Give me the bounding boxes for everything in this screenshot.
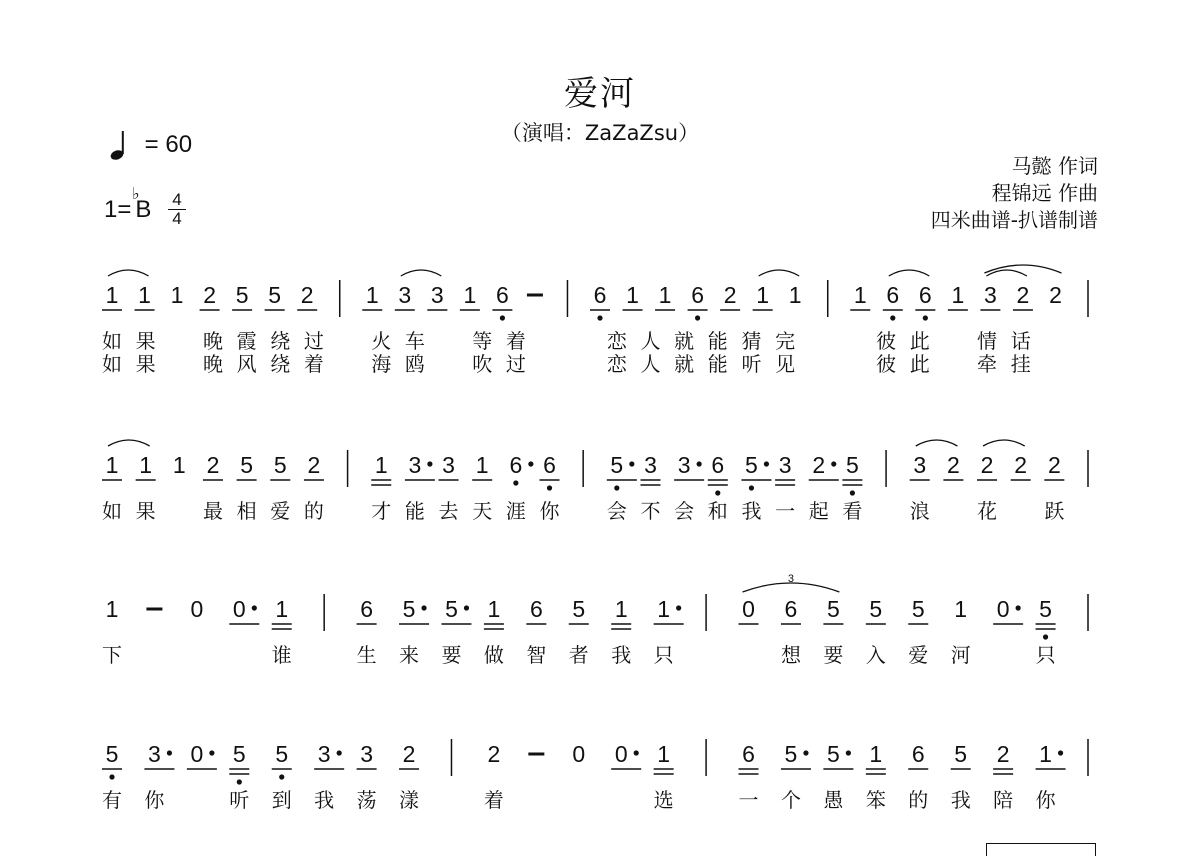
note-3: 3 xyxy=(984,282,997,308)
key-prefix: 1= xyxy=(104,196,132,223)
augmentation-dot xyxy=(209,750,214,755)
lyric-char: 牵 xyxy=(977,352,998,376)
note-0: 0 xyxy=(232,596,246,622)
note-2: 2 xyxy=(980,452,994,478)
octave-dot-low xyxy=(500,315,505,320)
lyric-char: 此 xyxy=(909,329,930,353)
augmentation-dot xyxy=(421,605,426,610)
time-numerator: 4 xyxy=(172,190,182,209)
note-3: 3 xyxy=(913,452,927,478)
tie-arc xyxy=(983,440,1025,446)
note-6: 6 xyxy=(496,282,509,308)
note-3: 3 xyxy=(442,452,455,478)
note-1: 1 xyxy=(788,282,802,308)
lyric-char: 陪 xyxy=(993,788,1014,812)
lyric-char: 你 xyxy=(539,499,560,523)
lyric-char: 和 xyxy=(707,499,728,523)
note-1: 1 xyxy=(487,596,501,622)
lyric-char: 河 xyxy=(950,643,971,667)
note-3: 3 xyxy=(430,282,444,308)
note-0: 0 xyxy=(742,596,755,622)
augmentation-dot xyxy=(697,461,702,466)
note-2: 2 xyxy=(487,741,501,767)
note-3: 3 xyxy=(408,452,422,478)
octave-dot-low xyxy=(109,774,114,779)
lyric-char: 爱 xyxy=(908,643,929,667)
tie-arc xyxy=(108,270,149,276)
note-6: 6 xyxy=(593,282,607,308)
lyric-char: 就 xyxy=(674,329,695,353)
tie-arc xyxy=(401,270,442,276)
lyric-char: 做 xyxy=(483,643,504,667)
lyric-char: 晚 xyxy=(202,329,223,353)
note-1: 1 xyxy=(657,741,671,767)
lyric-char: 人 xyxy=(640,352,661,376)
lyric-char: 着 xyxy=(303,352,324,376)
note-1: 1 xyxy=(138,282,151,308)
augmentation-dot xyxy=(252,605,257,610)
note-5: 5 xyxy=(826,596,840,622)
note-5: 5 xyxy=(445,596,458,622)
lyric-char: 如 xyxy=(102,352,122,376)
lyric-char: 要 xyxy=(441,643,462,667)
tempo-text: = 60 xyxy=(144,131,193,159)
lyric-char: 我 xyxy=(314,788,335,812)
tie-arc xyxy=(916,440,958,446)
lyric-char: 晚 xyxy=(202,352,223,376)
note-6: 6 xyxy=(509,452,523,478)
note-1: 1 xyxy=(1039,741,1052,767)
lyric-char: 有 xyxy=(102,788,122,812)
note-0: 0 xyxy=(572,741,586,767)
lyric-char: 吹 xyxy=(472,352,493,376)
lyric-char: 风 xyxy=(236,352,257,376)
note-5: 5 xyxy=(1039,596,1052,622)
lyric-char: 生 xyxy=(356,643,377,667)
note-1: 1 xyxy=(614,596,628,622)
octave-dot-low xyxy=(237,779,242,784)
note-1: 1 xyxy=(105,452,119,478)
lyric-char: 会 xyxy=(674,499,695,523)
song-subtitle: （演唱：ZaZaZsu） xyxy=(500,121,700,145)
lyric-char: 者 xyxy=(568,643,589,667)
lyric-char: 想 xyxy=(780,643,801,667)
lyric-char: 恋 xyxy=(606,352,627,376)
augmentation-dot xyxy=(337,750,342,755)
lyric-char: 绕 xyxy=(270,352,291,376)
augmentation-dot xyxy=(676,605,681,610)
lyric-char: 绕 xyxy=(270,329,291,353)
lyric-char: 恋 xyxy=(606,329,627,353)
lyric-char: 情 xyxy=(977,329,998,353)
lyric-char: 过 xyxy=(303,329,324,353)
lyric-char: 话 xyxy=(1010,329,1031,353)
octave-dot-low xyxy=(614,485,619,490)
lyric-char: 过 xyxy=(505,352,526,376)
lyric-char: 一 xyxy=(738,788,759,812)
lyric-char: 起 xyxy=(808,499,829,523)
note-5: 5 xyxy=(869,596,883,622)
augmentation-dot xyxy=(1058,750,1063,755)
lyric-char: 一 xyxy=(775,499,796,523)
lyric-char: 要 xyxy=(823,643,844,667)
lyric-char: 花 xyxy=(977,499,998,523)
augmentation-dot xyxy=(764,461,769,466)
note-2: 2 xyxy=(1047,452,1061,478)
augmentation-dot xyxy=(167,750,172,755)
augmentation-dot xyxy=(846,750,851,755)
note-0: 0 xyxy=(996,596,1010,622)
song-title: 爱河 xyxy=(564,74,636,114)
octave-dot-low xyxy=(547,485,552,490)
lyric-char: 完 xyxy=(775,329,796,353)
note-2: 2 xyxy=(402,741,416,767)
note-5: 5 xyxy=(275,741,289,767)
tie-arc xyxy=(108,440,150,446)
augmentation-dot xyxy=(427,461,432,466)
lyric-char: 跃 xyxy=(1044,499,1065,523)
note-5: 5 xyxy=(784,741,798,767)
note-5: 5 xyxy=(105,741,119,767)
note-1: 1 xyxy=(951,282,965,308)
lyric-char: 见 xyxy=(775,352,796,376)
lyric-char: 海 xyxy=(371,352,392,376)
octave-dot-low xyxy=(279,774,284,779)
lyric-char: 我 xyxy=(950,788,971,812)
lyric-char: 你 xyxy=(1035,788,1056,812)
lyric-char: 果 xyxy=(135,352,156,376)
note-3: 3 xyxy=(317,741,331,767)
lyric-char: 你 xyxy=(144,788,165,812)
octave-dot-low xyxy=(715,490,720,495)
note-5: 5 xyxy=(240,452,254,478)
lyric-char: 入 xyxy=(865,643,886,667)
note-3: 3 xyxy=(148,741,161,767)
note-2: 2 xyxy=(300,282,314,308)
lyric-char: 愚 xyxy=(823,788,844,812)
note-1: 1 xyxy=(869,741,883,767)
note-1: 1 xyxy=(657,596,671,622)
note-3: 3 xyxy=(677,452,691,478)
lyric-char: 能 xyxy=(707,329,728,353)
augmentation-dot xyxy=(634,750,639,755)
lyric-char: 能 xyxy=(707,352,728,376)
note-1: 1 xyxy=(170,282,184,308)
note-6: 6 xyxy=(918,282,932,308)
note-3: 3 xyxy=(644,452,657,478)
note-3: 3 xyxy=(778,452,792,478)
note-1: 1 xyxy=(463,282,477,308)
lyric-char: 挂 xyxy=(1010,352,1031,376)
lyric-char: 去 xyxy=(438,499,459,523)
augmentation-dot xyxy=(803,750,808,755)
note-6: 6 xyxy=(911,741,925,767)
lyric-char: 猜 xyxy=(741,329,762,353)
octave-dot-low xyxy=(1043,634,1048,639)
lyric-char: 才 xyxy=(371,499,392,523)
lyric-char: 浪 xyxy=(909,499,930,523)
lyric-char: 爱 xyxy=(270,499,291,523)
note-2: 2 xyxy=(723,282,737,308)
lyric-char: 听 xyxy=(229,788,250,812)
lyric-char: 来 xyxy=(399,643,420,667)
lyric-char: 最 xyxy=(202,499,223,523)
lyricist-credit: 马懿 作词 xyxy=(1011,154,1098,178)
note-5: 5 xyxy=(232,741,246,767)
note-1: 1 xyxy=(475,452,489,478)
composer-credit: 程锦远 作曲 xyxy=(991,181,1098,205)
note-2: 2 xyxy=(812,452,826,478)
lyric-char: 谁 xyxy=(271,643,292,667)
time-denominator: 4 xyxy=(172,209,182,228)
note-5: 5 xyxy=(911,596,925,622)
lyric-char: 彼 xyxy=(876,352,897,376)
note-1: 1 xyxy=(954,596,968,622)
lyric-char: 如 xyxy=(102,499,122,523)
note-1: 1 xyxy=(172,452,186,478)
lyric-char: 霞 xyxy=(236,329,257,353)
note-1: 1 xyxy=(275,596,289,622)
note-5: 5 xyxy=(273,452,287,478)
lyric-char: 下 xyxy=(102,643,122,667)
augmentation-dot xyxy=(831,461,836,466)
note-0: 0 xyxy=(614,741,628,767)
lyric-char: 选 xyxy=(653,788,674,812)
note-5: 5 xyxy=(572,596,586,622)
lyric-char: 到 xyxy=(271,788,292,812)
lyric-char: 的 xyxy=(303,499,324,523)
octave-dot-low xyxy=(695,315,700,320)
note-6: 6 xyxy=(691,282,704,308)
octave-dot-low xyxy=(890,315,895,320)
lyric-char: 果 xyxy=(135,499,156,523)
lyric-char: 智 xyxy=(526,643,547,667)
lyric-char: 听 xyxy=(741,352,762,376)
note-2: 2 xyxy=(946,452,960,478)
note-1: 1 xyxy=(139,452,153,478)
note-2: 2 xyxy=(1016,282,1030,308)
lyric-char: 着 xyxy=(483,788,504,812)
lyric-char: 火 xyxy=(371,329,392,353)
note-6: 6 xyxy=(360,596,374,622)
note-5: 5 xyxy=(954,741,968,767)
key-note: B xyxy=(135,196,152,223)
lyric-char: 只 xyxy=(1035,643,1056,667)
note-1: 1 xyxy=(365,282,379,308)
lyric-char: 涯 xyxy=(505,499,526,523)
octave-dot-low xyxy=(850,490,855,495)
note-1: 1 xyxy=(658,282,672,308)
tie-arc xyxy=(889,270,930,276)
note-1: 1 xyxy=(626,282,639,308)
note-5: 5 xyxy=(610,452,624,478)
lyric-char: 不 xyxy=(640,499,661,523)
note-1: 1 xyxy=(374,452,388,478)
lyric-char: 我 xyxy=(611,643,632,667)
lyric-char: 只 xyxy=(653,643,674,667)
lyric-char: 的 xyxy=(908,788,929,812)
note-5: 5 xyxy=(846,452,859,478)
note-5: 5 xyxy=(268,282,282,308)
note-6: 6 xyxy=(711,452,725,478)
lyric-char: 此 xyxy=(909,352,930,376)
note-2: 2 xyxy=(1049,282,1062,308)
lyric-char: 人 xyxy=(640,329,661,353)
note-1: 1 xyxy=(105,282,119,308)
note-5: 5 xyxy=(235,282,249,308)
note-6: 6 xyxy=(886,282,900,308)
note-5: 5 xyxy=(402,596,416,622)
octave-dot-low xyxy=(597,315,602,320)
augmentation-dot xyxy=(464,605,469,610)
octave-dot-low xyxy=(513,480,518,485)
note-6: 6 xyxy=(784,596,798,622)
note-6: 6 xyxy=(742,741,755,767)
lyric-char: 就 xyxy=(674,352,695,376)
lyric-char: 车 xyxy=(404,329,425,353)
note-2: 2 xyxy=(307,452,321,478)
note-2: 2 xyxy=(996,741,1010,767)
note-0: 0 xyxy=(190,741,204,767)
note-3: 3 xyxy=(398,282,412,308)
lyric-char: 等 xyxy=(472,329,493,353)
augmentation-dot xyxy=(528,461,533,466)
octave-dot-low xyxy=(749,485,754,490)
lyric-char: 果 xyxy=(135,329,156,353)
flat-sign: ♭ xyxy=(132,186,140,203)
note-2: 2 xyxy=(206,452,220,478)
note-0: 0 xyxy=(190,596,204,622)
lyric-char: 漾 xyxy=(399,788,420,812)
lyric-char: 个 xyxy=(780,788,801,812)
lyric-char: 相 xyxy=(236,499,257,523)
note-1: 1 xyxy=(105,596,119,622)
lyric-char: 如 xyxy=(102,329,122,353)
augmentation-dot xyxy=(1016,605,1021,610)
transcriber-credit: 四米曲谱-扒谱制谱 xyxy=(930,208,1098,232)
tie-arc xyxy=(759,270,800,276)
note-6: 6 xyxy=(543,452,556,478)
triplet-number: 3 xyxy=(787,573,795,585)
lyric-char: 鸥 xyxy=(404,352,425,376)
note-5: 5 xyxy=(826,741,840,767)
note-2: 2 xyxy=(203,282,216,308)
lyric-char: 荡 xyxy=(356,788,377,812)
lyric-char: 天 xyxy=(472,499,493,523)
lyric-char: 笨 xyxy=(865,788,886,812)
note-2: 2 xyxy=(1014,452,1028,478)
octave-dot-low xyxy=(923,315,928,320)
note-3: 3 xyxy=(360,741,374,767)
lyric-char: 彼 xyxy=(876,329,897,353)
augmentation-dot xyxy=(629,461,634,466)
note-1: 1 xyxy=(756,282,770,308)
lyric-char: 着 xyxy=(505,329,526,353)
lyric-char: 会 xyxy=(606,499,627,523)
note-6: 6 xyxy=(529,596,543,622)
lyric-char: 我 xyxy=(741,499,762,523)
tie-arc xyxy=(986,270,1027,276)
note-1: 1 xyxy=(853,282,867,308)
note-5: 5 xyxy=(745,452,758,478)
lyric-char: 能 xyxy=(404,499,425,523)
lyric-char: 看 xyxy=(842,499,863,523)
